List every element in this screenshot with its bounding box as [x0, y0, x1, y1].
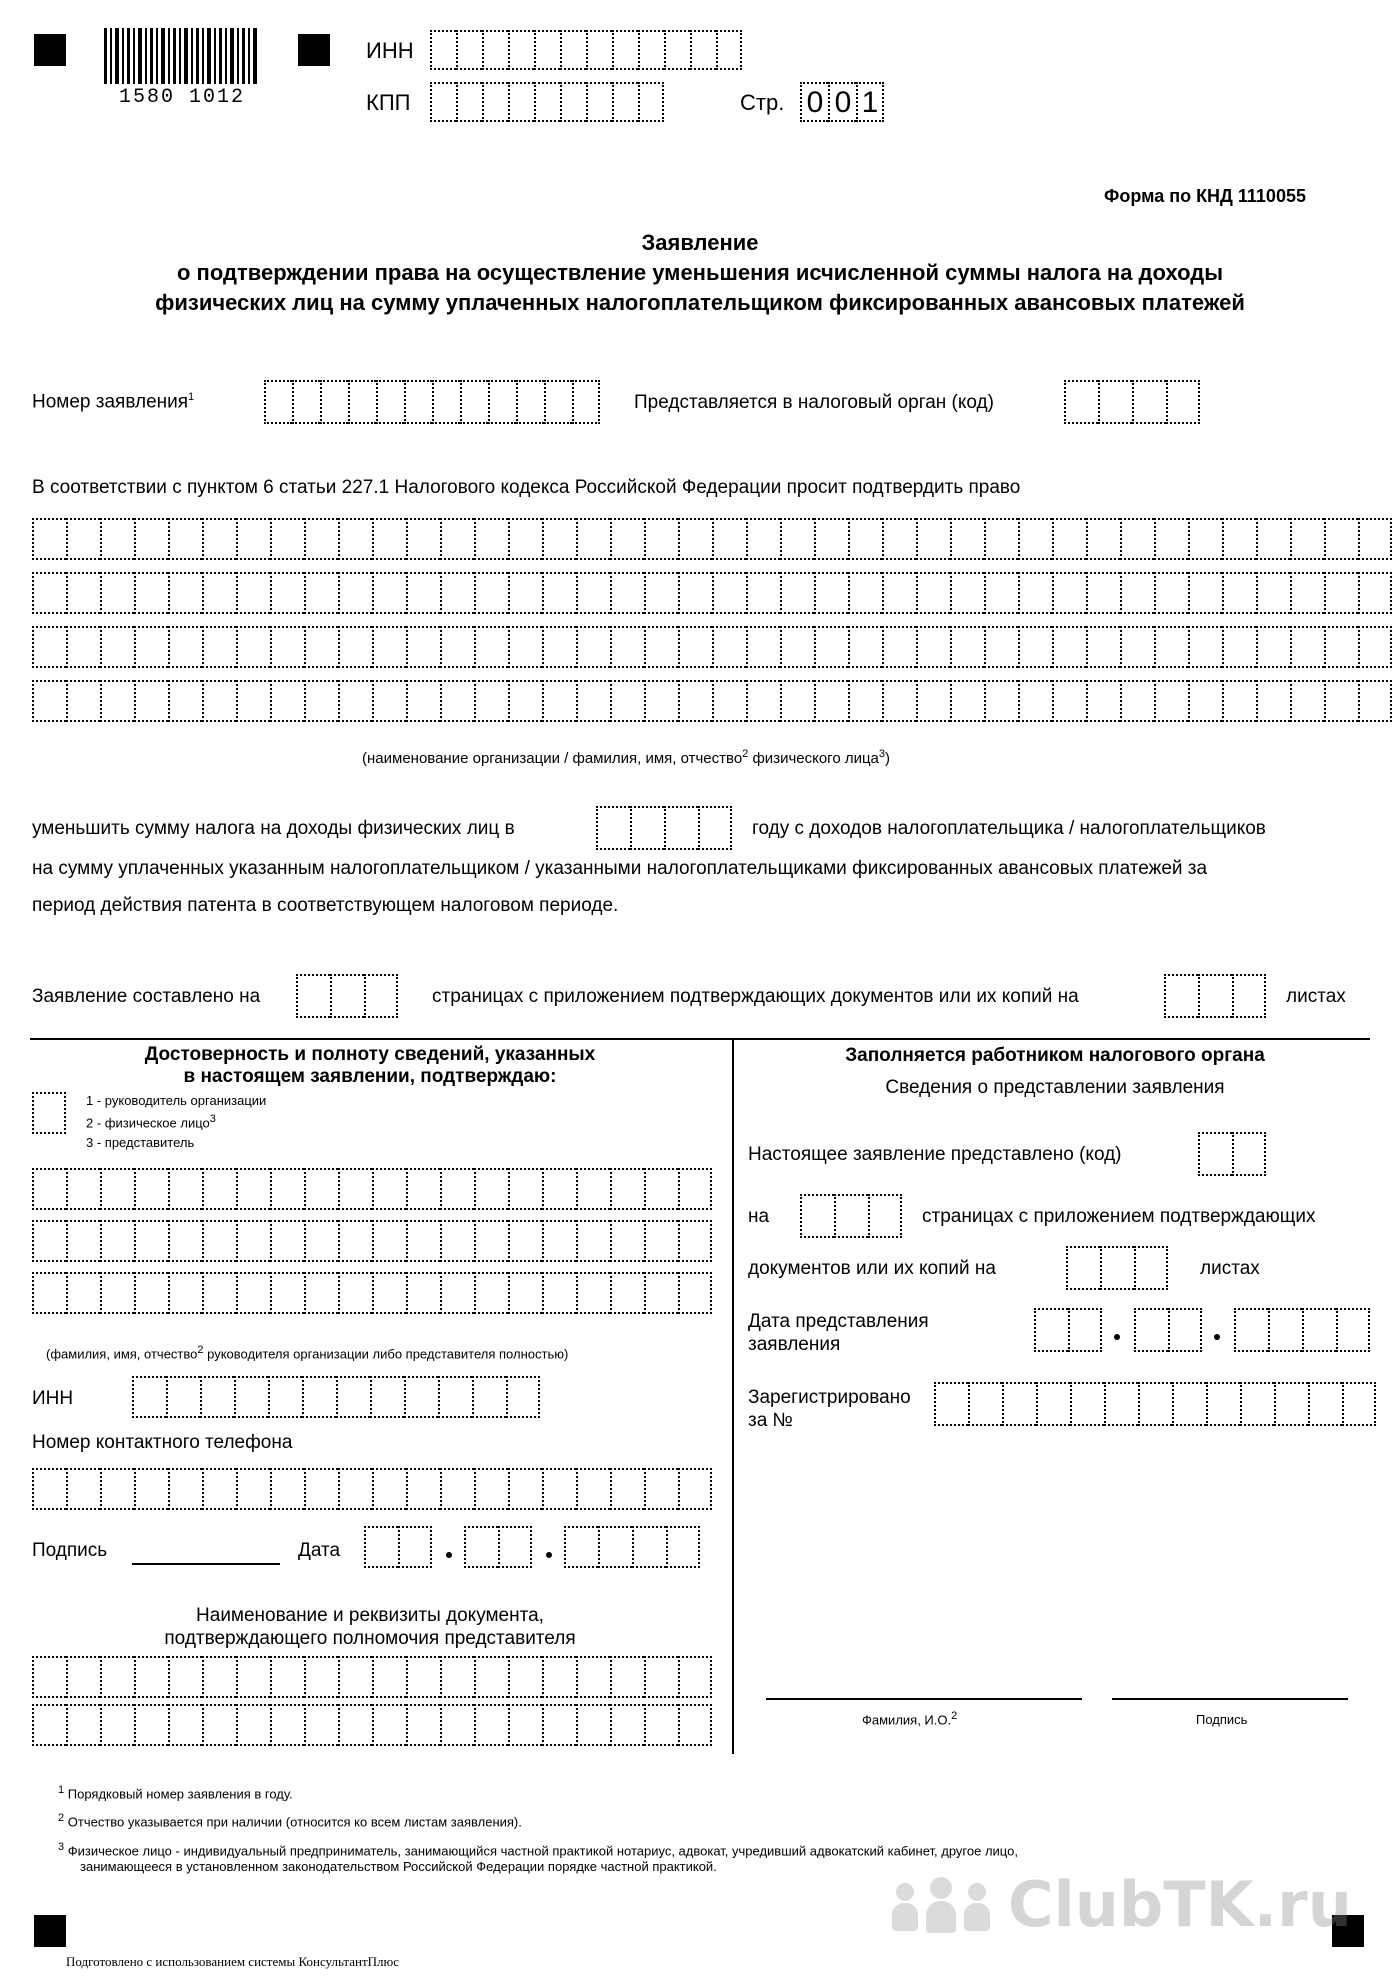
- title-line: о подтверждении права на осуществление уменьшения исчисленной суммы налога на доходы: [177, 260, 1223, 285]
- sheet-count-cells[interactable]: [1164, 974, 1266, 1018]
- page-count-cells[interactable]: [296, 974, 398, 1018]
- submitted-on-label: на: [748, 1206, 770, 1227]
- registration-marker: [34, 1915, 66, 1947]
- signature-label: Подпись: [32, 1540, 108, 1561]
- column-divider: [732, 1038, 734, 1754]
- footnotes: [58, 1782, 1356, 1875]
- signer-inn-label: ИНН: [32, 1388, 74, 1409]
- inn-label: ИНН: [366, 38, 414, 63]
- page-label: Стр.: [740, 90, 785, 115]
- representative-doc-heading: Наименование и реквизиты документа, подтверждающего полномочия представителя: [164, 1605, 576, 1649]
- registration-marker: [298, 34, 330, 66]
- pages-text-c: листах: [1286, 986, 1346, 1007]
- signer-option: 2 - физическое лицо$^3$: [86, 1113, 216, 1131]
- kpp-cells[interactable]: [430, 82, 664, 122]
- date-separator: [1114, 1334, 1120, 1340]
- organization-name-caption: (наименование организации / фамилия, имя, отчество$^2$ физического лица$^3$): [362, 748, 891, 767]
- registration-number-cells[interactable]: [934, 1382, 1376, 1426]
- sign-date-year[interactable]: [564, 1526, 700, 1568]
- organization-name-row[interactable]: [32, 572, 1392, 614]
- tax-authority-label: Представляется в налоговый орган (код): [634, 392, 994, 413]
- date-separator: [446, 1552, 452, 1558]
- date-separator: [546, 1552, 552, 1558]
- barcode-number: 1580 1012: [118, 86, 246, 109]
- page-digit: 0: [828, 82, 856, 122]
- organization-name-row[interactable]: [32, 680, 1392, 722]
- submitted-sheets-label: листах: [1200, 1258, 1260, 1279]
- inn-cells[interactable]: [430, 30, 742, 70]
- signer-inn-cells[interactable]: [132, 1376, 540, 1418]
- submitted-sheets-cells[interactable]: [1066, 1246, 1168, 1290]
- phone-label: Номер контактного телефона: [32, 1432, 293, 1453]
- form-code: Форма по КНД 1110055: [1104, 186, 1306, 206]
- title-line: физических лиц на сумму уплаченных налогоплательщиком фиксированных авансовых платежей: [155, 290, 1245, 315]
- submitted-code-cells[interactable]: [1198, 1132, 1266, 1176]
- officer-signature-line[interactable]: [1112, 1698, 1348, 1700]
- prepared-with-text: Подготовлено с использованием системы КонсультантПлюс: [66, 1954, 400, 1969]
- footnote: $^1$ Порядковый номер заявления в году.: [58, 1784, 293, 1802]
- reduce-text-line3: период действия патента в соответствующем налоговом периоде.: [32, 895, 619, 916]
- footnote: $^3$ Физическое лицо - индивидуальный предприниматель, занимающийся частной практикой нотариус, адвокат, учредивший адвокатский кабинет, другое лицо,: [58, 1840, 1018, 1858]
- date-separator: [1214, 1334, 1220, 1340]
- submission-date-year[interactable]: [1234, 1308, 1370, 1352]
- submission-date-month[interactable]: [1134, 1308, 1202, 1352]
- footnote-continuation: занимающееся в установленном законодательством Российской Федерации порядке частной практикой.: [80, 1858, 717, 1874]
- signer-name-caption: (фамилия, имя, отчество$^2$ руководителя организации либо представителя полностью): [46, 1344, 569, 1362]
- submitted-pages-text: страницах с приложением подтверждающих: [922, 1206, 1316, 1227]
- date-label: Дата: [298, 1540, 341, 1561]
- tax-officer-heading: Заполняется работником налогового органа: [845, 1045, 1265, 1066]
- sign-date-day[interactable]: [364, 1526, 432, 1568]
- officer-name-caption: Фамилия, И.О.$^2$: [862, 1710, 958, 1728]
- application-number-cells[interactable]: [264, 380, 600, 424]
- legal-basis-text: В соответствии с пунктом 6 статьи 227.1 Налогового кодекса Российской Федерации просит подтвердить право: [32, 477, 1021, 498]
- watermark-people-icon: [890, 1875, 1000, 1935]
- reduce-text-b: году с доходов налогоплательщика / налогоплательщиков: [752, 818, 1266, 839]
- officer-signature-caption: Подпись: [1196, 1712, 1248, 1727]
- submitted-pages-cells[interactable]: [800, 1194, 902, 1238]
- section-divider: [30, 1038, 1370, 1040]
- organization-name-row[interactable]: [32, 518, 1392, 560]
- signer-name-row[interactable]: [32, 1272, 712, 1314]
- page-digit: 0: [800, 82, 828, 122]
- phone-cells[interactable]: [32, 1468, 712, 1510]
- page-number-cells: [800, 82, 884, 122]
- signer-type-cell[interactable]: [32, 1092, 66, 1134]
- representative-doc-row[interactable]: [32, 1704, 712, 1746]
- confirm-heading: Достоверность и полноту сведений, указанных в настоящем заявлении, подтверждаю:: [144, 1044, 596, 1087]
- officer-name-line[interactable]: [766, 1698, 1082, 1700]
- barcode: [102, 28, 262, 109]
- representative-doc-row[interactable]: [32, 1656, 712, 1698]
- registration-marker: [34, 34, 66, 66]
- signer-name-row[interactable]: [32, 1168, 712, 1210]
- form-title: [30, 228, 1370, 318]
- watermark-text: ClubTK.ru: [1008, 1868, 1352, 1941]
- kpp-label: КПП: [366, 90, 411, 115]
- pages-text-b: страницах с приложением подтверждающих документов или их копий на: [432, 986, 1079, 1007]
- tax-authority-code-cells[interactable]: [1064, 380, 1200, 424]
- footnote: $^2$ Отчество указывается при наличии (относится ко всем листам заявления).: [58, 1812, 522, 1830]
- sign-date-month[interactable]: [464, 1526, 532, 1568]
- reduce-text-line2: на сумму уплаченных указанным налогоплательщиком / указанными налогоплательщиками фиксированных авансовых платежей за: [32, 858, 1208, 879]
- submitted-code-label: Настоящее заявление представлено (код): [748, 1144, 1122, 1165]
- title-line: Заявление: [641, 230, 759, 255]
- organization-name-row[interactable]: [32, 626, 1392, 668]
- page-digit: 1: [856, 82, 884, 122]
- submission-subheading: Сведения о представлении заявления: [885, 1077, 1225, 1098]
- signature-line[interactable]: [132, 1563, 280, 1565]
- signer-option: 1 - руководитель организации: [86, 1093, 267, 1108]
- signer-option: 3 - представитель: [86, 1135, 195, 1150]
- tax-year-cells[interactable]: [596, 806, 732, 850]
- registration-number-label: Зарегистрировано за №: [748, 1387, 911, 1431]
- signer-name-row[interactable]: [32, 1220, 712, 1262]
- application-number-label: Номер заявления$^1$: [32, 391, 195, 413]
- submission-date-label: Дата представления заявления: [748, 1311, 929, 1355]
- submission-date-day[interactable]: [1034, 1308, 1102, 1352]
- pages-text-a: Заявление составлено на: [32, 986, 261, 1007]
- watermark: [890, 1868, 1352, 1941]
- submitted-docs-text: документов или их копий на: [748, 1258, 996, 1279]
- reduce-text-a: уменьшить сумму налога на доходы физических лиц в: [32, 818, 515, 839]
